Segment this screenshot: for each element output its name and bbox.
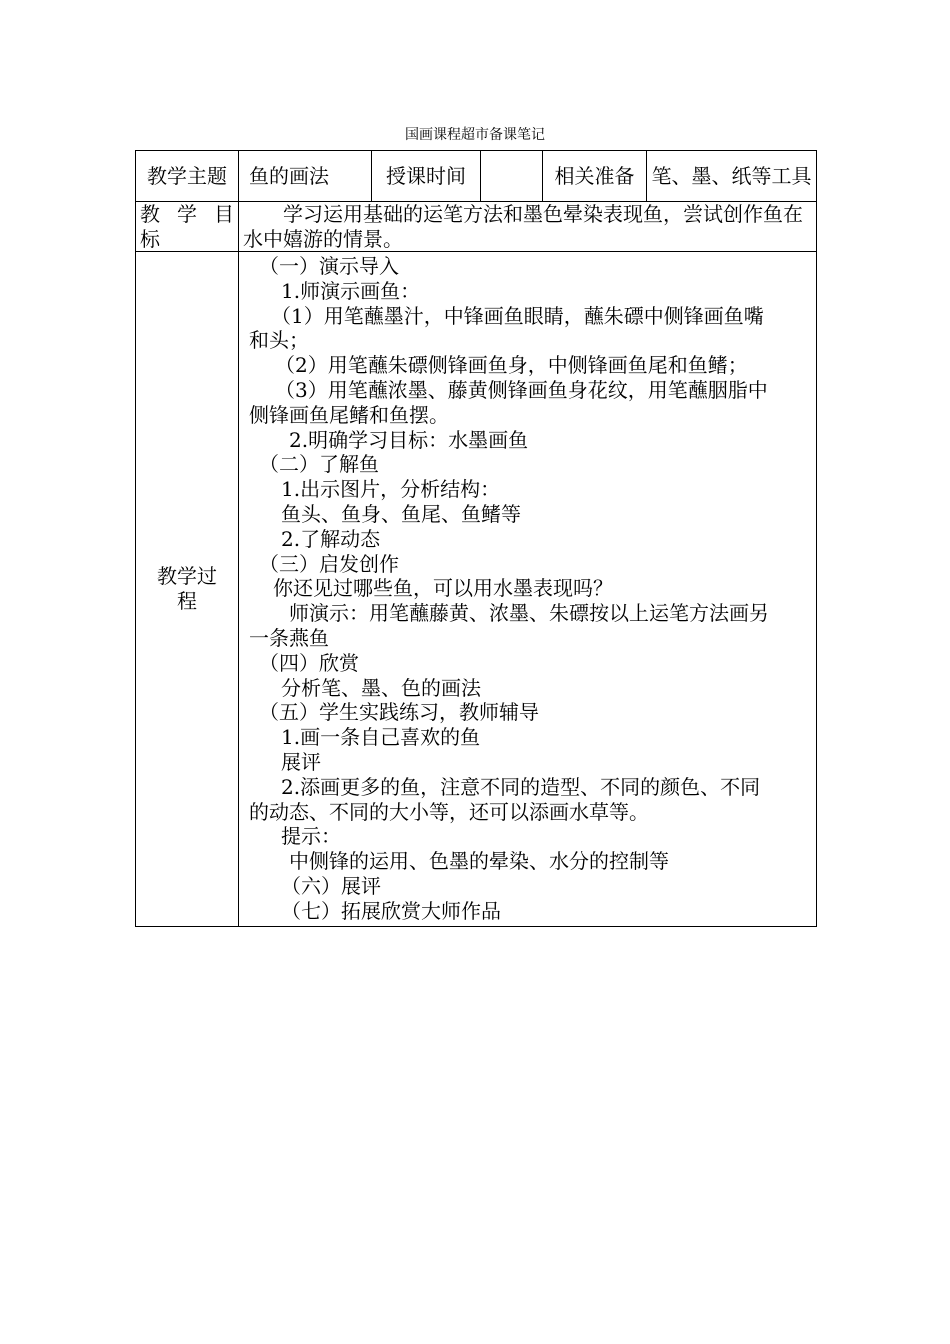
goal-row <box>136 202 817 252</box>
process-line: 你还见过哪些鱼，可以用水墨表现吗？ <box>273 576 613 601</box>
header-row <box>136 151 817 202</box>
process-line: 1.画一条自己喜欢的鱼 <box>281 725 481 750</box>
process-line: （七）拓展欣赏大师作品 <box>281 898 501 923</box>
process-line: 中侧锋的运用、色墨的晕染、水分的控制等 <box>289 849 669 874</box>
process-line: 展评 <box>281 749 321 774</box>
topic-label: 教学主题 <box>136 151 239 202</box>
prep-value: 笔、墨、纸等工具 <box>647 151 817 202</box>
process-line: 2.添画更多的鱼，注意不同的造型、不同的颜色、不同 <box>281 774 761 799</box>
process-line: 2.明确学习目标：水墨画鱼 <box>289 427 529 452</box>
process-label: 教学过程 <box>136 252 239 927</box>
time-value <box>481 151 543 202</box>
process-line: 提示： <box>281 824 341 849</box>
goal-text: 学习运用基础的运笔方法和墨色晕染表现鱼，尝试创作鱼在水中嬉游的情景。 <box>239 202 817 252</box>
process-line: （二）了解鱼 <box>259 452 379 477</box>
time-label: 授课时间 <box>372 151 481 202</box>
process-line: （六）展评 <box>281 873 381 898</box>
process-line: 1.出示图片，分析结构： <box>281 477 501 502</box>
process-line: （一）演示导入 <box>259 254 399 278</box>
topic-value: 鱼的画法 <box>239 151 372 202</box>
process-content <box>239 252 817 927</box>
process-line: 的动态、不同的大小等，还可以添画水草等。 <box>249 799 649 824</box>
prep-label: 相关准备 <box>543 151 647 202</box>
lesson-plan-table <box>135 150 817 927</box>
process-line: （1）用笔蘸墨汁，中锋画鱼眼睛，蘸朱磦中侧锋画鱼嘴 <box>271 303 764 328</box>
process-line: （三）启发创作 <box>259 551 399 576</box>
process-row <box>136 252 817 927</box>
process-line: 1.师演示画鱼： <box>281 278 421 303</box>
process-line: 分析笔、墨、色的画法 <box>281 675 481 700</box>
process-line: 一条燕鱼 <box>249 625 329 650</box>
process-line: （3）用笔蘸浓墨、藤黄侧锋画鱼身花纹，用笔蘸胭脂中 <box>275 377 768 402</box>
process-line: （2）用笔蘸朱磦侧锋画鱼身，中侧锋画鱼尾和鱼鳍； <box>275 353 748 378</box>
process-line: 2.了解动态 <box>281 526 381 551</box>
process-line: 侧锋画鱼尾鳍和鱼摆。 <box>249 402 449 427</box>
process-line: （四）欣赏 <box>259 650 359 675</box>
process-line: 师演示：用笔蘸藤黄、浓墨、朱磦按以上运笔方法画另 <box>289 601 769 626</box>
goal-label: 教 学 目 标 <box>136 202 239 252</box>
process-line: （五）学生实践练习，教师辅导 <box>259 700 539 725</box>
document-title: 国画课程超市备课笔记 <box>405 127 545 143</box>
process-line: 鱼头、鱼身、鱼尾、鱼鳍等 <box>281 501 521 526</box>
process-line: 和头； <box>249 328 309 353</box>
